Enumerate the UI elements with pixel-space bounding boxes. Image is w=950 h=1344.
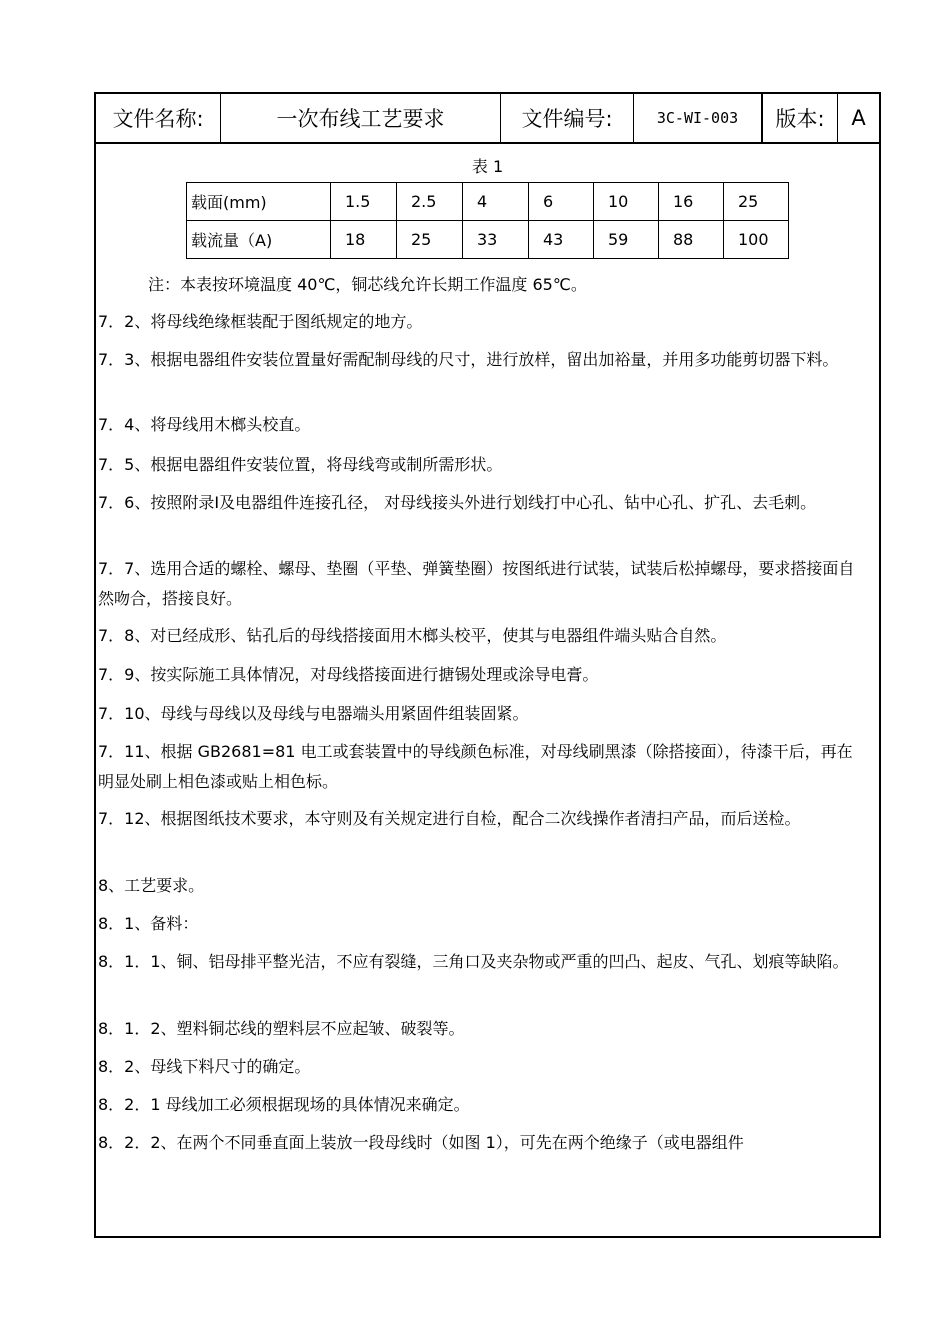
table-cell: 25 [724, 183, 789, 221]
table-cell: 88 [659, 221, 724, 259]
table-row-label: 载面(mm) [187, 183, 331, 221]
paragraph: 8．1．2、塑料铜芯线的塑料层不应起皱、破裂等。 [98, 1019, 465, 1038]
table-row [187, 221, 789, 259]
paragraph: 7．9、按实际施工具体情况，对母线搭接面进行搪锡处理或涂导电膏。 [98, 665, 599, 684]
file-name-value: 一次布线工艺要求 [221, 94, 501, 142]
table-note: 注：本表按环境温度 40℃，铜芯线允许长期工作温度 65℃。 [148, 275, 587, 294]
document-frame [94, 92, 881, 1238]
paragraph: 7．12、根据图纸技术要求，本守则及有关规定进行自检，配合二次线操作者清扫产品，而后送检。 [98, 809, 801, 828]
table-row [187, 183, 789, 221]
table-cell: 33 [463, 221, 529, 259]
table-cell: 16 [659, 183, 724, 221]
paragraph: 7．7、选用合适的螺栓、螺母、垫圈（平垫、弹簧垫圈）按图纸进行试装，试装后松掉螺母，要求搭接面自然吻合，搭接良好。 [98, 559, 855, 608]
table-cell: 10 [594, 183, 659, 221]
paragraph: 7．5、根据电器组件安装位置，将母线弯或制所需形状。 [98, 455, 503, 474]
paragraph: 8、工艺要求。 [98, 876, 205, 895]
table-cell: 18 [331, 221, 397, 259]
table-cell: 100 [724, 221, 789, 259]
current-capacity-table [186, 182, 789, 259]
paragraph: 8．1．1、铜、铝母排平整光洁，不应有裂缝，三角口及夹杂物或严重的凹凸、起皮、气孔、划痕等缺陷。 [98, 952, 849, 971]
table-cell: 6 [529, 183, 594, 221]
version-value: A [851, 106, 866, 130]
table-caption: 表 1 [471, 157, 504, 176]
table-cell: 25 [397, 221, 463, 259]
version-label: 版本: [762, 94, 838, 142]
table-cell: 1.5 [331, 183, 397, 221]
paragraph: 7．2、将母线绝缘框装配于图纸规定的地方。 [98, 312, 423, 331]
table-cell: 4 [463, 183, 529, 221]
paragraph: 8．2．2、在两个不同垂直面上装放一段母线时（如图 1），可先在两个绝缘子（或电器组件 [98, 1133, 744, 1152]
table-cell: 59 [594, 221, 659, 259]
file-number-label: 文件编号: [501, 94, 634, 142]
table-cell: 2.5 [397, 183, 463, 221]
paragraph: 7．10、母线与母线以及母线与电器端头用紧固件组装固紧。 [98, 704, 529, 723]
paragraph: 7．8、对已经成形、钻孔后的母线搭接面用木榔头校平，使其与电器组件端头贴合自然。 [98, 626, 727, 645]
paragraph: 8．2、母线下料尺寸的确定。 [98, 1057, 311, 1076]
paragraph: 7．11、根据 GB2681=81 电工或套装置中的导线颜色标准，对母线刷黑漆（除搭接面），待漆干后，再在明显处刷上相色漆或贴上相色标。 [98, 742, 853, 791]
file-name-label: 文件名称: [96, 94, 221, 142]
table-cell: 43 [529, 221, 594, 259]
table-row-label: 载流量（A) [187, 221, 331, 259]
paragraph: 8．1、备料： [98, 914, 199, 933]
file-number-value: 3C-WI-003 [634, 94, 762, 142]
paragraph: 7．4、将母线用木榔头校直。 [98, 415, 311, 434]
paragraph: 8．2．1 母线加工必须根据现场的具体情况来确定。 [98, 1095, 470, 1114]
paragraph: 7．6、按照附录Ⅰ及电器组件连接孔径， 对母线接头外进行划线打中心孔、钻中心孔、扩孔、去毛刺。 [98, 493, 817, 512]
document-header [96, 94, 879, 144]
paragraph: 7．3、根据电器组件安装位置量好需配制母线的尺寸，进行放样，留出加裕量，并用多功能剪切器下料。 [98, 350, 839, 369]
